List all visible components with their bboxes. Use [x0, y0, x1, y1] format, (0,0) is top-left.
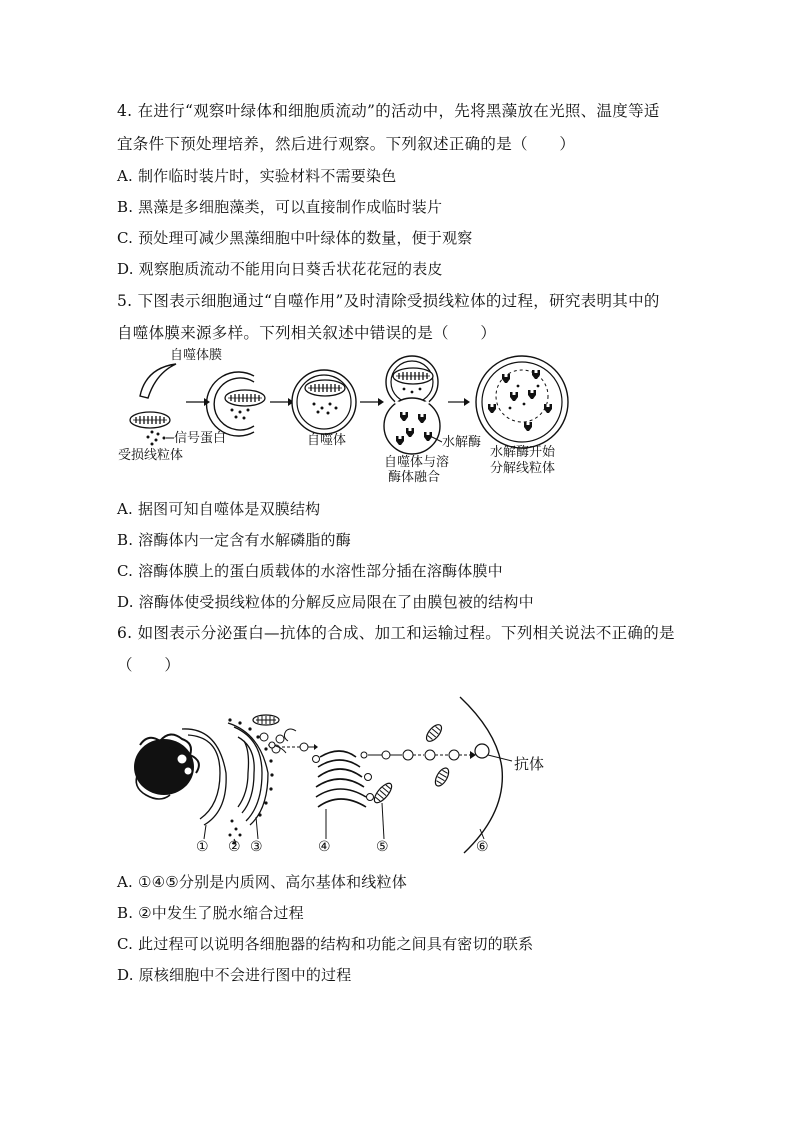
q4-option-b: B. 黑藻是多细胞藻类，可以直接制作成临时装片: [117, 198, 443, 216]
label-membrane: 自噬体膜: [170, 348, 223, 363]
q6-stem-line2: （ ）: [117, 656, 181, 674]
label-antibody: 抗体: [514, 755, 545, 773]
marker-6: ⑥: [476, 839, 489, 855]
q6-stem-line1: 6. 如图表示分泌蛋白—抗体的合成、加工和运输过程。下列相关说法不正确的是: [117, 624, 675, 642]
q4-stem-line2: 宜条件下预处理培养，然后进行观察。下列叙述正确的是（ ）: [117, 135, 576, 153]
q6-option-d: D. 原核细胞中不会进行图中的过程: [117, 966, 352, 984]
q6-option-a: A. ①④⑤分别是内质网、高尔基体和线粒体: [117, 873, 407, 891]
marker-1: ①: [196, 839, 209, 855]
golgi: [316, 751, 366, 807]
q5-option-b: B. 溶酶体内一定含有水解磷脂的酶: [117, 531, 351, 549]
q5-option-a: A. 据图可知自噬体是双膜结构: [117, 500, 321, 518]
q4-stem-line1: 4. 在进行“观察叶绿体和细胞质流动”的活动中，先将黑藻放在光照、温度等适: [117, 102, 660, 120]
secretion-figure: [130, 693, 570, 858]
marker-3: ③: [250, 839, 263, 855]
q6-option-b: B. ②中发生了脱水缩合过程: [117, 904, 304, 922]
label-autophagosome: 自噬体: [307, 433, 347, 448]
nucleus: [134, 734, 199, 799]
q5-option-c: C. 溶酶体膜上的蛋白质载体的水溶性部分插在溶酶体膜中: [117, 562, 503, 580]
q4-option-a: A. 制作临时装片时，实验材料不需要染色: [117, 167, 397, 185]
autophagy-figure: [112, 346, 582, 486]
q5-stem-line1: 5. 下图表示细胞通过“自噬作用”及时清除受损线粒体的过程，研究表明其中的: [117, 292, 660, 310]
q5-option-d: D. 溶酶体使受损线粒体的分解反应局限在了由膜包被的结构中: [117, 593, 534, 611]
q5-stem-line2: 自噬体膜来源多样。下列相关叙述中错误的是（ ）: [117, 324, 497, 342]
marker-2: ②: [228, 839, 241, 855]
membrane-crescent: [140, 364, 176, 398]
label-fusion-line2: 酶体融合: [388, 470, 441, 485]
mitochondrion-top: [253, 715, 279, 725]
label-start-line1: 水解酶开始: [490, 445, 556, 460]
label-hydrolase: 水解酶: [442, 435, 482, 450]
mitochondrion-5: [371, 781, 394, 806]
damaged-mitochondrion: [130, 412, 170, 428]
marker-4: ④: [318, 839, 331, 855]
label-damaged: 受损线粒体: [118, 448, 184, 463]
label-signal: 信号蛋白: [174, 431, 227, 446]
q6-option-c: C. 此过程可以说明各细胞器的结构和功能之间具有密切的联系: [117, 935, 534, 953]
signal-proteins: [147, 431, 166, 446]
q4-option-c: C. 预处理可减少黑藻细胞中叶绿体的数量，便于观察: [117, 229, 473, 247]
q4-option-d: D. 观察胞质流动不能用向日葵舌状花花冠的表皮: [117, 260, 443, 278]
label-start-line2: 分解线粒体: [490, 461, 556, 476]
engulfed-mitochondrion: [225, 390, 265, 406]
cell-membrane: [460, 697, 502, 853]
marker-5: ⑤: [376, 839, 389, 855]
label-fusion-line1: 自噬体与溶: [384, 455, 450, 470]
